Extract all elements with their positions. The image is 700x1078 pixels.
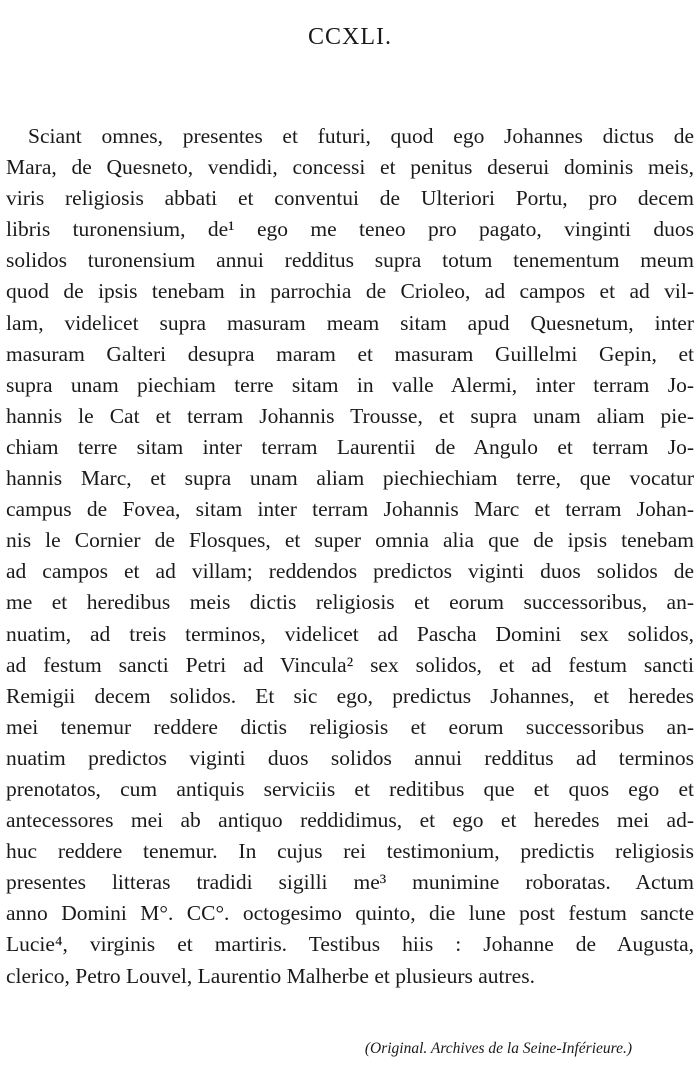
- text-line: ad festum sancti Petri ad Vincula² sex solidos, et ad festum sancti: [6, 652, 694, 677]
- text-line: libris turonensium, de¹ ego me teneo pro pagato, vinginti duos: [6, 217, 694, 242]
- text-line: supra unam piechiam terre sitam in valle Alermi, inter terram Jo-: [6, 372, 694, 397]
- text-line: antecessores mei ab antiquo reddidimus, et ego et heredes mei ad-: [6, 808, 694, 833]
- text-line: solidos turonensium annui redditus supra totum tenementum meum: [6, 248, 694, 273]
- text-line: viris religiosis abbati et conventui de Ulteriori Portu, pro decem: [6, 186, 694, 211]
- text-line: Mara, de Quesneto, vendidi, concessi et penitus deserui dominis meis,: [6, 155, 694, 180]
- text-line: chiam terre sitam inter terram Laurentii de Angulo et terram Jo-: [6, 434, 694, 459]
- text-line: me et heredibus meis dictis religiosis et eorum successoribus, an-: [6, 590, 694, 615]
- text-line: ad campos et ad villam; reddendos predictos viginti duos solidos de: [6, 559, 694, 584]
- text-line: anno Domini M°. CC°. octogesimo quinto, die lune post festum sancte: [6, 901, 694, 926]
- text-line: prenotatos, cum antiquis serviciis et reditibus que et quos ego et: [6, 776, 694, 801]
- text-line: quod de ipsis tenebam in parrochia de Crioleo, ad campos et ad vil-: [6, 279, 694, 304]
- text-line: clerico, Petro Louvel, Laurentio Malherbe et plusieurs autres.: [6, 963, 535, 988]
- text-line: hannis le Cat et terram Johannis Trousse, et supra unam aliam pie-: [6, 403, 694, 428]
- text-line: nuatim predictos viginti duos solidos annui redditus ad terminos: [6, 745, 694, 770]
- text-line: Remigii decem solidos. Et sic ego, predictus Johannes, et heredes: [6, 683, 694, 708]
- text-line: lam, videlicet supra masuram meam sitam apud Quesnetum, inter: [6, 310, 694, 335]
- source-citation: (Original. Archives de la Seine-Inférieure.): [364, 1040, 632, 1057]
- text-line: masuram Galteri desupra maram et masuram Guillelmi Gepin, et: [6, 341, 694, 366]
- text-line: Sciant omnes, presentes et futuri, quod ego Johannes dictus de: [28, 124, 694, 148]
- text-line: Lucie⁴, virginis et martiris. Testibus hiis : Johanne de Augusta,: [6, 932, 694, 957]
- text-line: nis le Cornier de Flosques, et super omnia alia que de ipsis tenebam: [6, 528, 694, 553]
- text-line: mei tenemur reddere dictis religiosis et eorum successoribus an-: [6, 714, 694, 739]
- text-line: campus de Fovea, sitam inter terram Johannis Marc et terram Johan-: [6, 497, 694, 522]
- text-line: nuatim, ad treis terminos, videlicet ad Pascha Domini sex solidos,: [6, 621, 694, 646]
- text-line: presentes litteras tradidi sigilli me³ munimine roboratas. Actum: [6, 870, 694, 895]
- text-line: huc reddere tenemur. In cujus rei testimonium, predictis religiosis: [6, 839, 694, 864]
- charter-number-heading: CCXLI.: [308, 24, 392, 50]
- charter-text: [6, 121, 694, 992]
- text-line: hannis Marc, et supra unam aliam piechiechiam terre, que vocatur: [6, 466, 694, 491]
